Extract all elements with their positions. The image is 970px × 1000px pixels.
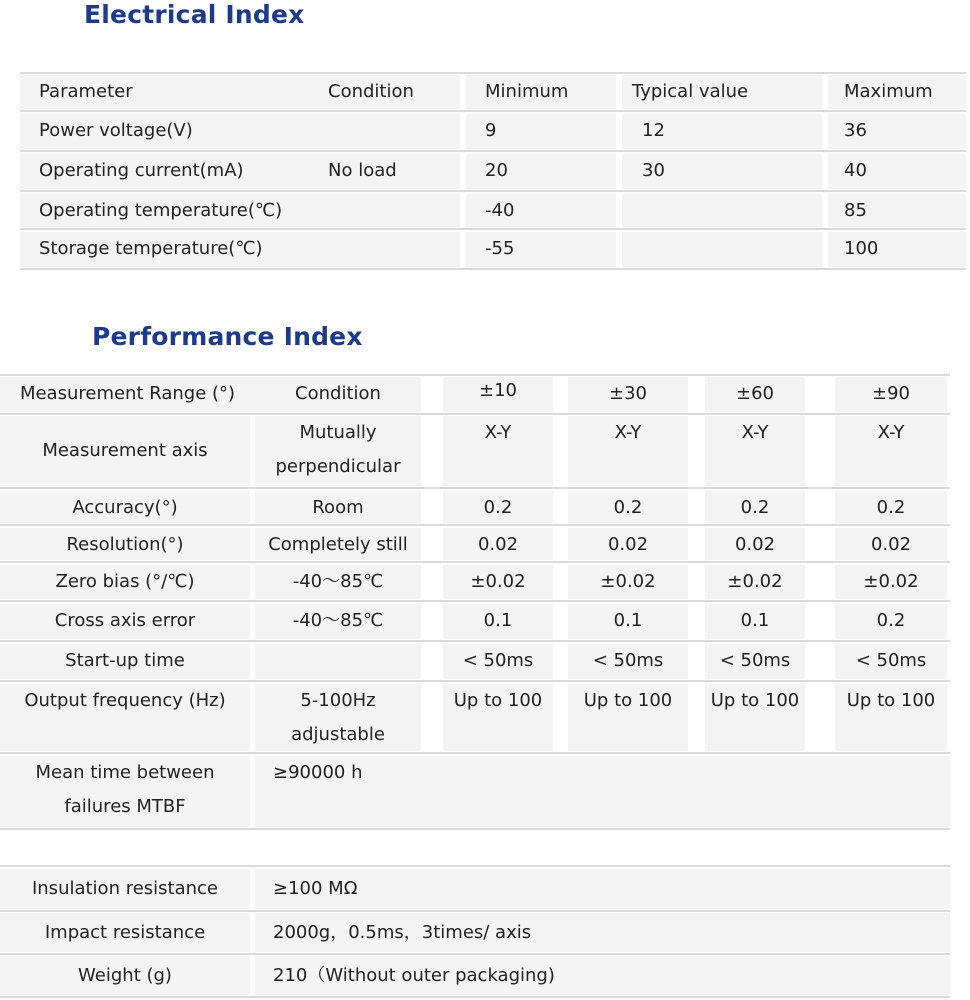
electrical-header-typical: Typical value [622,75,822,109]
performance-header-condition: Condition [255,377,421,412]
table-cell: 9 [466,114,616,149]
table-cell: 0.02 [835,528,947,560]
table-cell: ≥100 MΩ [255,869,950,909]
table-cell: ≥90000 h [255,756,950,827]
electrical-index-title: Electrical Index [84,0,305,29]
table-cell: Impact resistance [0,913,250,952]
table-cell: ±0.02 [835,565,947,599]
table-cell: Up to 100 [443,684,553,751]
table-cell: X-Y [568,416,688,486]
table-cell: 0.2 [568,491,688,523]
electrical-header-maximum: Maximum [828,75,966,109]
table-cell: Measurement axis [0,416,250,486]
table-cell: 0.2 [443,491,553,523]
table-cell: 0.1 [443,604,553,639]
table-cell: X-Y [705,416,805,486]
table-cell: 2000g，0.5ms，3times/ axis [255,913,950,952]
table-cell: Accuracy(°) [0,491,250,523]
table-cell: X-Y [443,416,553,486]
table-cell: 0.2 [705,491,805,523]
table-cell: Insulation resistance [0,869,250,909]
table-cell: -40～85℃ [255,565,421,599]
table-cell: 100 [828,232,966,267]
table-cell: Completely still [255,528,421,560]
table-cell: 0.1 [705,604,805,639]
performance-header-30: ±30 [568,377,688,412]
table-cell: Up to 100 [835,684,947,751]
table-cell: Start-up time [0,644,250,679]
table-cell: Up to 100 [568,684,688,751]
table-cell: -40～85℃ [255,604,421,639]
performance-header-10: ±10 [443,377,553,412]
table-cell: Weight (g) [0,956,250,995]
table-cell: 0.02 [568,528,688,560]
table-cell: 20 [466,154,616,189]
table-cell: Operating current(mA) [20,154,310,189]
electrical-header-minimum: Minimum [466,75,616,109]
table-cell: 30 [622,154,822,189]
table-cell: Cross axis error [0,604,250,639]
electrical-header-condition: Condition [310,75,460,109]
electrical-header-parameter: Parameter [20,75,310,109]
table-cell: 36 [828,114,966,149]
table-cell: X-Y [835,416,947,486]
table-cell: 0.2 [835,604,947,639]
table-cell: -40 [466,194,616,227]
table-cell: 12 [622,114,822,149]
table-cell: 0.1 [568,604,688,639]
table-cell: 0.02 [443,528,553,560]
table-cell: 0.02 [705,528,805,560]
table-cell: 5-100Hz adjustable [255,684,421,751]
performance-header-range: Measurement Range (°) [0,377,255,412]
table-cell: 210（Without outer packaging) [255,956,950,995]
table-cell: Power voltage(V) [20,114,310,149]
table-cell: ±0.02 [443,565,553,599]
table-cell: ±0.02 [705,565,805,599]
table-cell: < 50ms [443,644,553,679]
table-cell: < 50ms [705,644,805,679]
performance-index-title: Performance Index [92,322,363,351]
table-cell: Output frequency (Hz) [0,684,250,751]
table-cell: -55 [466,232,616,267]
table-cell: 40 [828,154,966,189]
table-cell: Storage temperature(℃) [20,232,310,267]
table-cell: < 50ms [568,644,688,679]
table-cell: Resolution(°) [0,528,250,560]
table-cell: Mean time between failures MTBF [0,756,250,827]
table-cell: Operating temperature(℃) [20,194,310,227]
table-cell: 85 [828,194,966,227]
table-cell: ±0.02 [568,565,688,599]
table-cell: Zero bias (°/℃) [0,565,250,599]
table-cell: Room [255,491,421,523]
table-cell: 0.2 [835,491,947,523]
table-cell: No load [310,154,460,189]
table-cell: < 50ms [835,644,947,679]
table-cell: Up to 100 [705,684,805,751]
table-cell: Mutually perpendicular [255,416,421,486]
performance-header-90: ±90 [835,377,947,412]
performance-header-60: ±60 [705,377,805,412]
